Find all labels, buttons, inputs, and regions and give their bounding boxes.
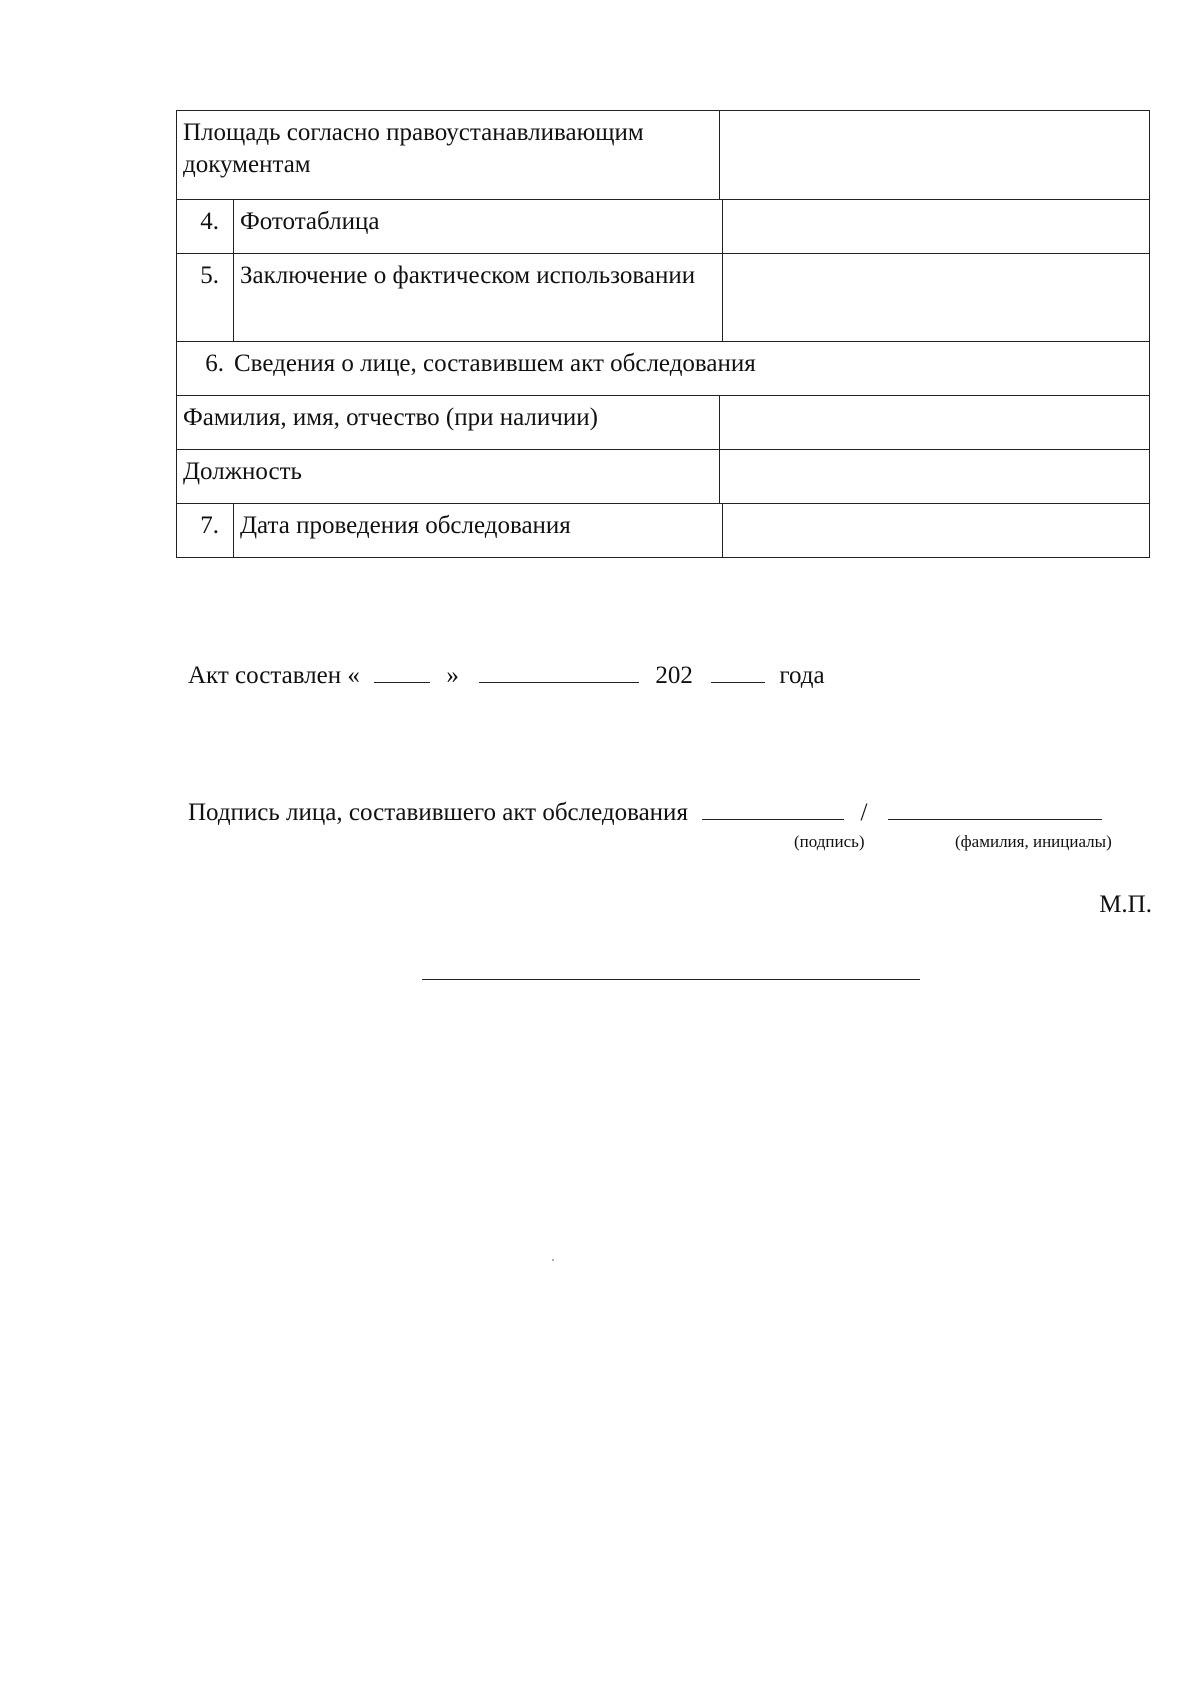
row-number: 7.	[177, 504, 234, 557]
name-initials-blank	[888, 797, 1102, 820]
phototable-label: Фототаблица	[234, 200, 723, 253]
table-row-conclusion	[177, 253, 1149, 341]
year-blank	[711, 660, 765, 683]
survey-date-label: Дата проведения обследования	[234, 504, 723, 557]
act-date-prefix: Акт составлен «	[188, 662, 360, 689]
day-blank	[374, 660, 430, 683]
signature-caption: (подпись)	[794, 832, 865, 851]
table-row-author-section	[177, 341, 1149, 395]
act-date-line	[188, 660, 825, 691]
table-row-phototable	[177, 199, 1149, 253]
year-prefix: 202	[655, 662, 693, 689]
author-section-heading	[177, 342, 1149, 395]
signature-label: Подпись лица, составившего акт обследования	[188, 799, 688, 826]
name-initials-caption: (фамилия, инициалы)	[955, 832, 1112, 851]
survey-act-table	[176, 110, 1150, 558]
survey-date-value	[723, 504, 1149, 557]
conclusion-value	[723, 254, 1149, 341]
row-number: 5.	[177, 254, 234, 341]
act-date-suffix: года	[779, 662, 825, 689]
row-number: 4.	[177, 200, 234, 253]
end-of-document-rule	[422, 979, 920, 980]
author-section-label: Сведения о лице, составившем акт обследования	[234, 350, 756, 377]
full-name-label: Фамилия, имя, отчество (при наличии)	[177, 396, 720, 449]
position-value	[720, 450, 1149, 503]
stamp-mark: М.П.	[1099, 891, 1152, 918]
signature-separator: /	[860, 799, 868, 826]
position-label: Должность	[177, 450, 720, 503]
signature-blank	[702, 797, 844, 820]
table-row-area	[177, 111, 1149, 199]
scan-speck	[552, 1259, 554, 1261]
area-label: Площадь согласно правоустанавливающим документам	[177, 111, 720, 199]
month-blank	[479, 660, 639, 683]
table-row-survey-date	[177, 503, 1149, 557]
conclusion-label: Заключение о фактическом использовании	[234, 254, 723, 341]
area-value	[720, 111, 1149, 199]
row-number: 6.	[205, 350, 224, 377]
full-name-value	[720, 396, 1149, 449]
table-row-full-name	[177, 395, 1149, 449]
phototable-value	[723, 200, 1149, 253]
act-date-close-quote: »	[446, 662, 459, 689]
signature-line	[188, 797, 1102, 828]
table-row-position	[177, 449, 1149, 503]
